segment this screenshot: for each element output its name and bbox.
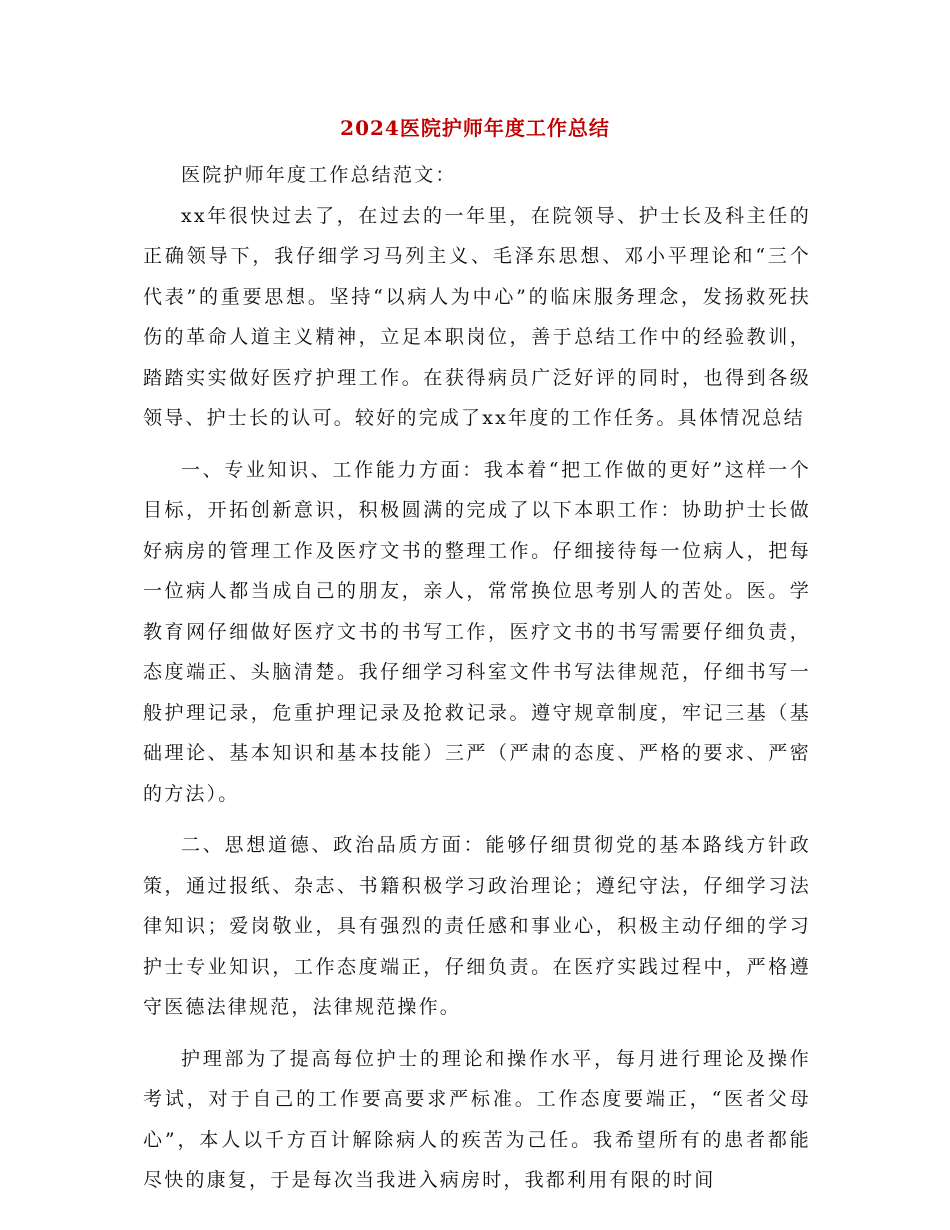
document-title: 2024医院护师年度工作总结 <box>340 116 610 140</box>
document-body <box>143 155 811 1201</box>
paragraph-overview: xx年很快过去了，在过去的一年里，在院领导、护士长及科主任的正确领导下，我仔细学习马列主义、毛泽东思想、邓小平理论和“三个代表”的重要思想。坚持“以病人为中心”的临床服务理念，发扬救死扶伤的革命人道主义精神，立足本职岗位，善于总结工作中的经验教训，踏踏实实做好医疗护理工作。在获得病员广泛好评的同时，也得到各级领导、护士长的认可。较好的完成了xx年度的工作任务。具体情况总结 <box>143 204 811 429</box>
paragraph-nursing-training: 护理部为了提高每位护士的理论和操作水平，每月进行理论及操作考试，对于自己的工作要高要求严标准。工作态度要端正，“医者父母心”，本人以千方百计解除病人的疾苦为己任。我希望所有的患者都能尽快的康复，于是每次当我进入病房时，我都利用有限的时间 <box>143 1047 811 1191</box>
paragraph-professional-skills: 一、专业知识、工作能力方面：我本着“把工作做的更好”这样一个目标，开拓创新意识，积极圆满的完成了以下本职工作：协助护士长做好病房的管理工作及医疗文书的整理工作。仔细接待每一位病人，把每一位病人都当成自己的朋友，亲人，常常换位思考别人的苦处。医。学教育网仔细做好医疗文书的书写工作，医疗文书的书写需要仔细负责，态度端正、头脑清楚。我仔细学习科室文件书写法律规范，仔细书写一般护理记录，危重护理记录及抢救记录。遵守规章制度，牢记三基（基础理论、基本知识和基本技能）三严（严肃的态度、严格的要求、严密的方法）。 <box>143 458 811 805</box>
paragraph-moral-political: 二、思想道德、政治品质方面：能够仔细贯彻党的基本路线方针政策，通过报纸、杂志、书籍积极学习政治理论；遵纪守法，仔细学习法律知识；爱岗敬业，具有强烈的责任感和事业心，积极主动仔细的学习护士专业知识，工作态度端正，仔细负责。在医疗实践过程中，严格遵守医德法律规范，法律规范操作。 <box>143 834 811 1018</box>
paragraph-intro: 医院护师年度工作总结范文： <box>181 164 457 186</box>
